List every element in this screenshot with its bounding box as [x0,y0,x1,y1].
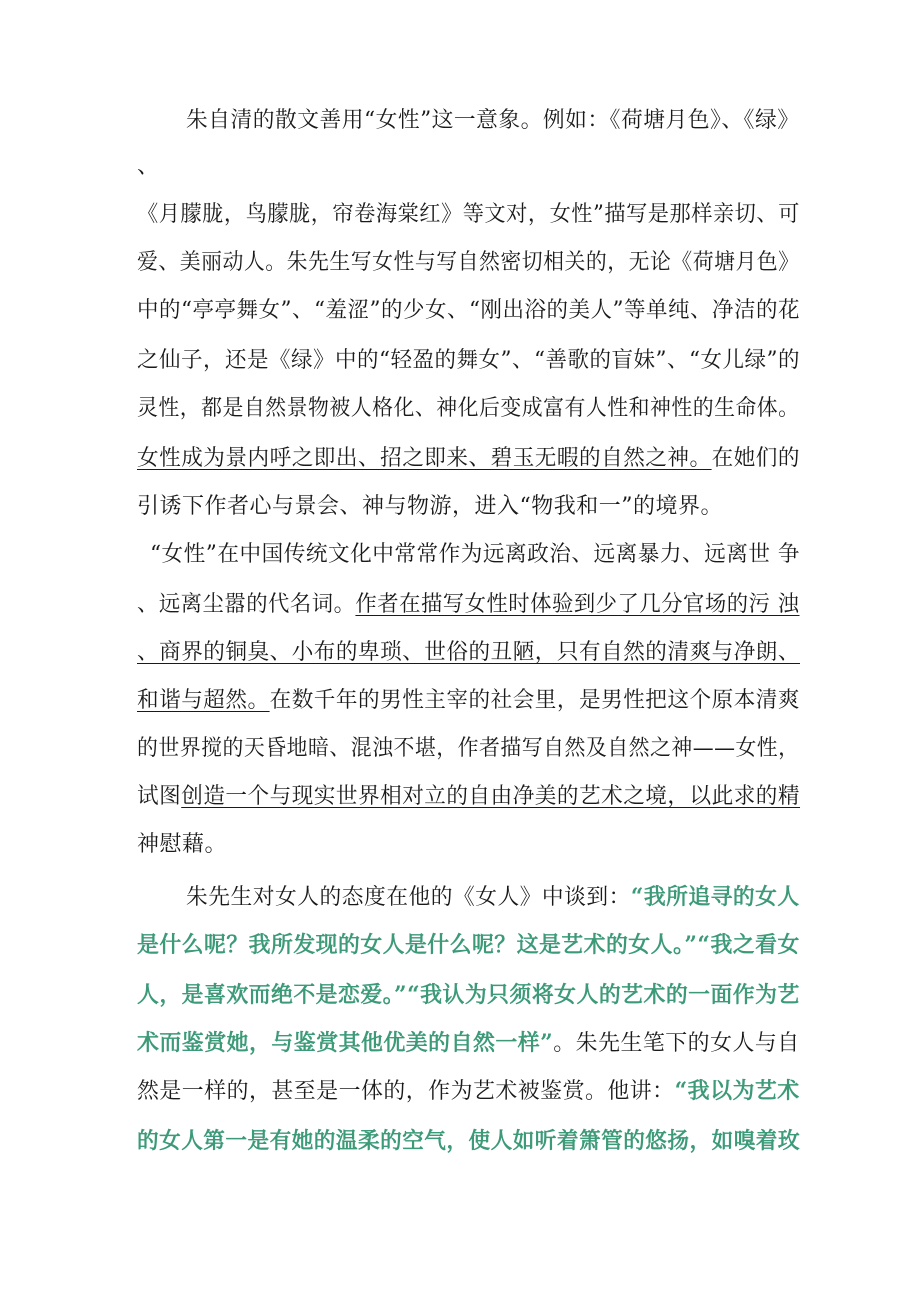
paragraph-3-line-3 [137,980,800,1011]
paragraph-2-line-5 [137,734,800,764]
paragraph-2-line-7 [137,830,227,860]
paragraph-1-line-6 [137,346,800,376]
text-run: 然是一样的，甚至是一体的，作为艺术被鉴赏。他讲： [137,1079,675,1104]
underlined-text-run: 创造一个与现实世界相对立的自由净美的艺术之境，以此求的精 [181,784,801,809]
paragraph-1-line-7 [137,394,800,424]
paragraph-1-line-1 [186,106,799,136]
underlined-text-run: 和谐与超然。 [137,688,270,713]
paragraph-3-line-5 [137,1076,800,1107]
paragraph-3-line-6 [137,1126,800,1157]
underlined-text-run: 女性成为景内呼之即出、招之即来、碧玉无暇的自然之神。 [137,446,712,471]
text-run: 朱自清的散文善用“女性”这一意象。例如：《荷塘月色》、《绿》 [186,108,800,133]
text-run: 。朱先生笔下的女人与自 [553,1031,800,1056]
quoted-text-run: 术而鉴赏她，与鉴赏其他优美的自然一样” [137,1030,554,1056]
paragraph-2-line-1 [150,540,800,570]
text-run: 之仙子，还是《绿》中的“轻盈的舞女”、“善歌的盲妹”、“女儿绿”的 [137,348,801,373]
text-run: 在数千年的男性主宰的社会里，是男性把这个原本清爽 [269,688,801,713]
text-run: “女性”在中国传统文化中常常作为远离政治、远离暴力、远离世 争 [150,542,801,567]
quoted-text-run: 人，是喜欢而绝不是恋爱。”“我认为只须将女人的艺术的一面作为艺 [137,982,800,1008]
text-run: 爱、美丽动人。朱先生写女性与写自然密切相关的，无论《荷塘月色》 [137,250,800,275]
quoted-text-run: 是什么呢？我所发现的女人是什么呢？这是艺术的女人。”“我之看女 [137,932,800,958]
paragraph-1-line-5 [137,296,800,326]
paragraph-2-line-3 [137,638,800,668]
text-run: 引诱下作者心与景会、神与物游，进入“物我和一”的境界。 [137,494,723,519]
text-run: 《月朦胧，鸟朦胧，帘卷海棠红》等文对，女性”描写是那样亲切、可 [137,202,800,227]
paragraph-1-line-3 [137,200,800,230]
text-run: 、远离尘嚣的代名词。 [137,592,356,617]
quoted-text-run: “我以为艺术 [674,1078,800,1104]
text-run: 在她们的 [711,446,801,471]
paragraph-1-line-9 [137,492,723,522]
text-run: 灵性，都是自然景物被人格化、神化后变成富有人性和神性的生命体。 [137,396,800,421]
paragraph-3-line-2 [137,930,800,961]
paragraph-1-line-2 [137,152,160,182]
quoted-text-run: “我所追寻的女人 [630,884,800,910]
paragraph-2-line-4 [137,686,800,716]
text-run: 中的“亭亭舞女”、“羞涩”的少女、“刚出浴的美人”等单纯、净洁的花 [137,298,801,323]
text-run: 试图 [137,784,182,809]
quoted-text-run: 的女人第一是有她的温柔的空气，使人如听着箫管的悠扬，如嗅着玫 [137,1128,801,1154]
paragraph-3-line-4 [137,1028,800,1059]
text-run: 神慰藉。 [137,832,228,857]
paragraph-1-line-4 [137,248,800,278]
text-run: 、 [137,154,160,179]
underlined-text-run: 、商界的铜臭、小布的卑琐、世俗的丑陋，只有自然的清爽与净朗、 [137,640,801,665]
paragraph-2-line-6 [137,782,800,812]
text-run: 朱先生对女人的态度在他的《女人》中谈到： [186,885,631,910]
paragraph-2-line-2 [137,590,800,620]
paragraph-3-line-1 [186,882,800,913]
paragraph-1-line-8 [137,444,800,474]
text-run: 的世界搅的天昏地暗、混浊不堪，作者描写自然及自然之神——女性， [137,736,800,761]
underlined-text-run: 作者在描写女性时体验到少了几分官场的污 浊 [355,592,800,617]
